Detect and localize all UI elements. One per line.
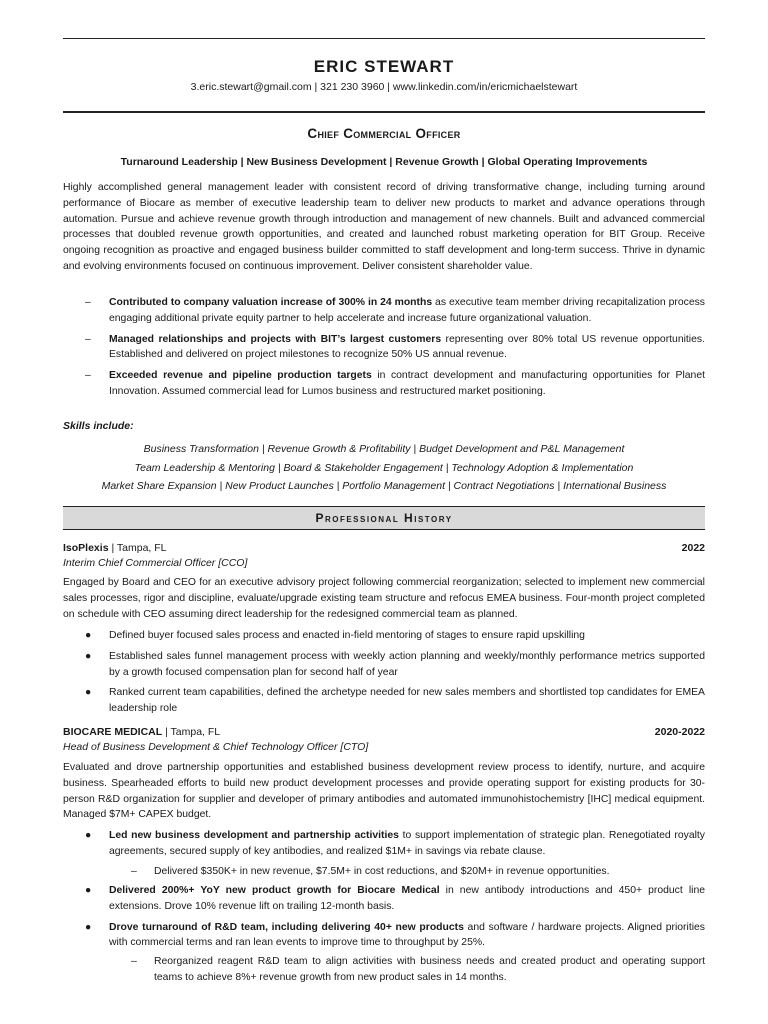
highlight-item (63, 332, 705, 364)
skills-line: Team Leadership & Mentoring | Board & Stakeholder Engagement | Technology Adoption & Implementation (134, 461, 634, 474)
highlight-bold: Managed relationships and projects with BIT’s largest customers (109, 333, 442, 345)
candidate-name: ERIC STEWART (313, 57, 455, 76)
bullet-text: Established sales funnel management process with weekly action planning and weekly/monthly performance metrics supported by a growth focused compensation plan for second half of year (109, 650, 705, 678)
job-bullets (63, 828, 705, 865)
bullet-text: and software / hardware projects. Aligned priorities with commercial terms and ran lean events to improve time to throughput by 25%. (109, 921, 705, 949)
job-summary: Engaged by Board and CEO for an executive advisory project following commercial reorganization; selected to implement new commercial sales processes, rigor and discipline, evaluate/upgrade existing team structure and refocus EMEA business. Four-month project completed on schedule with CEO assuming direct leadership for the redesigned commercial team as planned. (63, 577, 705, 620)
highlight-item (63, 295, 705, 327)
bullet-bold: Led new business development and partnership activities (109, 830, 399, 841)
bullet-marker: ● (85, 630, 92, 641)
highlight-text: in contract development and manufacturing opportunities for Planet Innovation. Assumed commercial lead for Lumos business and restructured market positioning. (109, 370, 705, 397)
sub-bullet (63, 954, 705, 986)
bullet-marker: ● (85, 885, 92, 896)
bullet-text: in new antibody introductions and 450+ product line extensions. Drove 10% revenue lift on trailing 12-month basis. (109, 885, 705, 912)
bullet-bold: Drove turnaround of R&D team, including delivering 40+ new products (109, 921, 464, 933)
bullet-marker: ● (85, 687, 92, 699)
bullet-marker: ● (85, 650, 92, 662)
bullet-bold: Delivered 200%+ YoY new product growth for Biocare Medical (109, 885, 440, 896)
job-years: 2020-2022 (654, 726, 705, 738)
sub-bullets (63, 864, 705, 880)
company-name: BIOCARE MEDICAL (63, 726, 163, 738)
job-bullets (63, 883, 705, 956)
bullet-marker: ● (85, 830, 92, 841)
skills-block (63, 440, 705, 496)
job-bullet (63, 883, 705, 915)
section-header-professional-history: Professional History (63, 506, 705, 530)
bullet-text: Defined buyer focused sales process and enacted in-field mentoring of stages to ensure rapid upskilling (109, 630, 585, 641)
job-bullet (63, 649, 705, 681)
bullet-marker: ● (85, 921, 92, 933)
sub-bullet (63, 864, 705, 880)
job-bullet (63, 628, 705, 644)
skills-heading: Skills include: (63, 420, 134, 432)
dash-marker: – (85, 333, 91, 345)
dash-marker: – (85, 370, 91, 382)
job-bullet (63, 920, 705, 952)
job-role: Interim Chief Commercial Officer [CCO] (63, 557, 248, 569)
header-rule (63, 111, 705, 113)
summary-paragraph: Highly accomplished general management leader with consistent record of driving transformative change, including turning around performance of Biocare as member of executive leadership team to deliver new products to market and advance operations through automation. Pursue and achieve revenue growth through introduction and management of new channels. Built and advanced commercial processes that doubled revenue growth opportunities, and created and launched robust marketing operation for BIT Group. Receive ongoing recognition as proactive and engaged business builder committed to staff development and long-term success. Thrive in dynamic and evolving environments focused on continuous improvement. Deliver consistent shareholder value. (63, 182, 705, 272)
company-location: | Tampa, FL (162, 726, 221, 738)
job-role: Head of Business Development & Chief Technology Officer [CTO] (63, 741, 369, 753)
job-years: 2022 (681, 542, 705, 554)
dash-marker: – (85, 297, 91, 308)
tagline: Turnaround Leadership | New Business Development | Revenue Growth | Global Operating Improvements (120, 156, 648, 168)
dash-marker: – (131, 956, 137, 967)
bullet-text: Ranked current team capabilities, defined the archetype needed for new sales members and shortlisted top candidates for EMEA leadership role (109, 687, 705, 715)
company-name: IsoPlexis (63, 542, 109, 554)
job-bullets (63, 628, 705, 722)
highlight-bold: Exceeded revenue and pipeline production targets (109, 370, 372, 382)
job-bullet (63, 685, 705, 717)
job-header (63, 542, 705, 554)
sub-bullet-text: Delivered $350K+ in new revenue, $7.5M+ in cost reductions, and $20M+ in revenue opportunities. (154, 866, 610, 877)
highlight-text: representing over 80% total US revenue opportunities. Established and delivered on project milestones to recognize 50% US annual revenue. (109, 333, 705, 361)
sub-bullets (63, 954, 705, 986)
skills-line: Business Transformation | Revenue Growth & Profitability | Budget Development and P&L Management (143, 443, 625, 455)
company-location: | Tampa, FL (108, 542, 167, 554)
dash-marker: – (131, 866, 137, 877)
sub-bullet-text: Reorganized reagent R&D team to align activities with business needs and created product and operating support teams to achieve 8%+ revenue growth from new product sales in 14 months. (154, 956, 705, 983)
highlight-text: as executive team member driving recapitalization process engaging additional private equity partner to help accelerate and increase future organizational valuation. (109, 297, 705, 324)
highlight-bold: Contributed to company valuation increase of 300% in 24 months (109, 297, 433, 308)
bullet-text: to support implementation of strategic plan. Renegotiated royalty agreements, secured supply of key antibodies, and realized $1M+ in savings via rebate clause. (109, 830, 705, 857)
contact-line: 3.eric.stewart@gmail.com | 321 230 3960 | www.linkedin.com/in/ericmichaelstewart (190, 81, 578, 93)
top-rule (63, 38, 705, 39)
skills-line: Market Share Expansion | New Product Launches | Portfolio Management | Contract Negotiations | International Business (101, 480, 667, 492)
job-header (63, 726, 705, 738)
job-summary: Evaluated and drove partnership opportunities and established business development review process to identify, nurture, and acquire business. Spearheaded efforts to build new product development processes and provide operating support for existing products for 30-person R&D organization for supplier and developer of primary antibodies and automated immunohistochemistry [IHC] medical equipment. Managed $7M+ CAPEX budget. (63, 762, 705, 821)
highlights-list (63, 295, 705, 405)
resume-title: Chief Commercial Officer (307, 126, 461, 141)
job-bullet (63, 828, 705, 860)
highlight-item (63, 368, 705, 400)
